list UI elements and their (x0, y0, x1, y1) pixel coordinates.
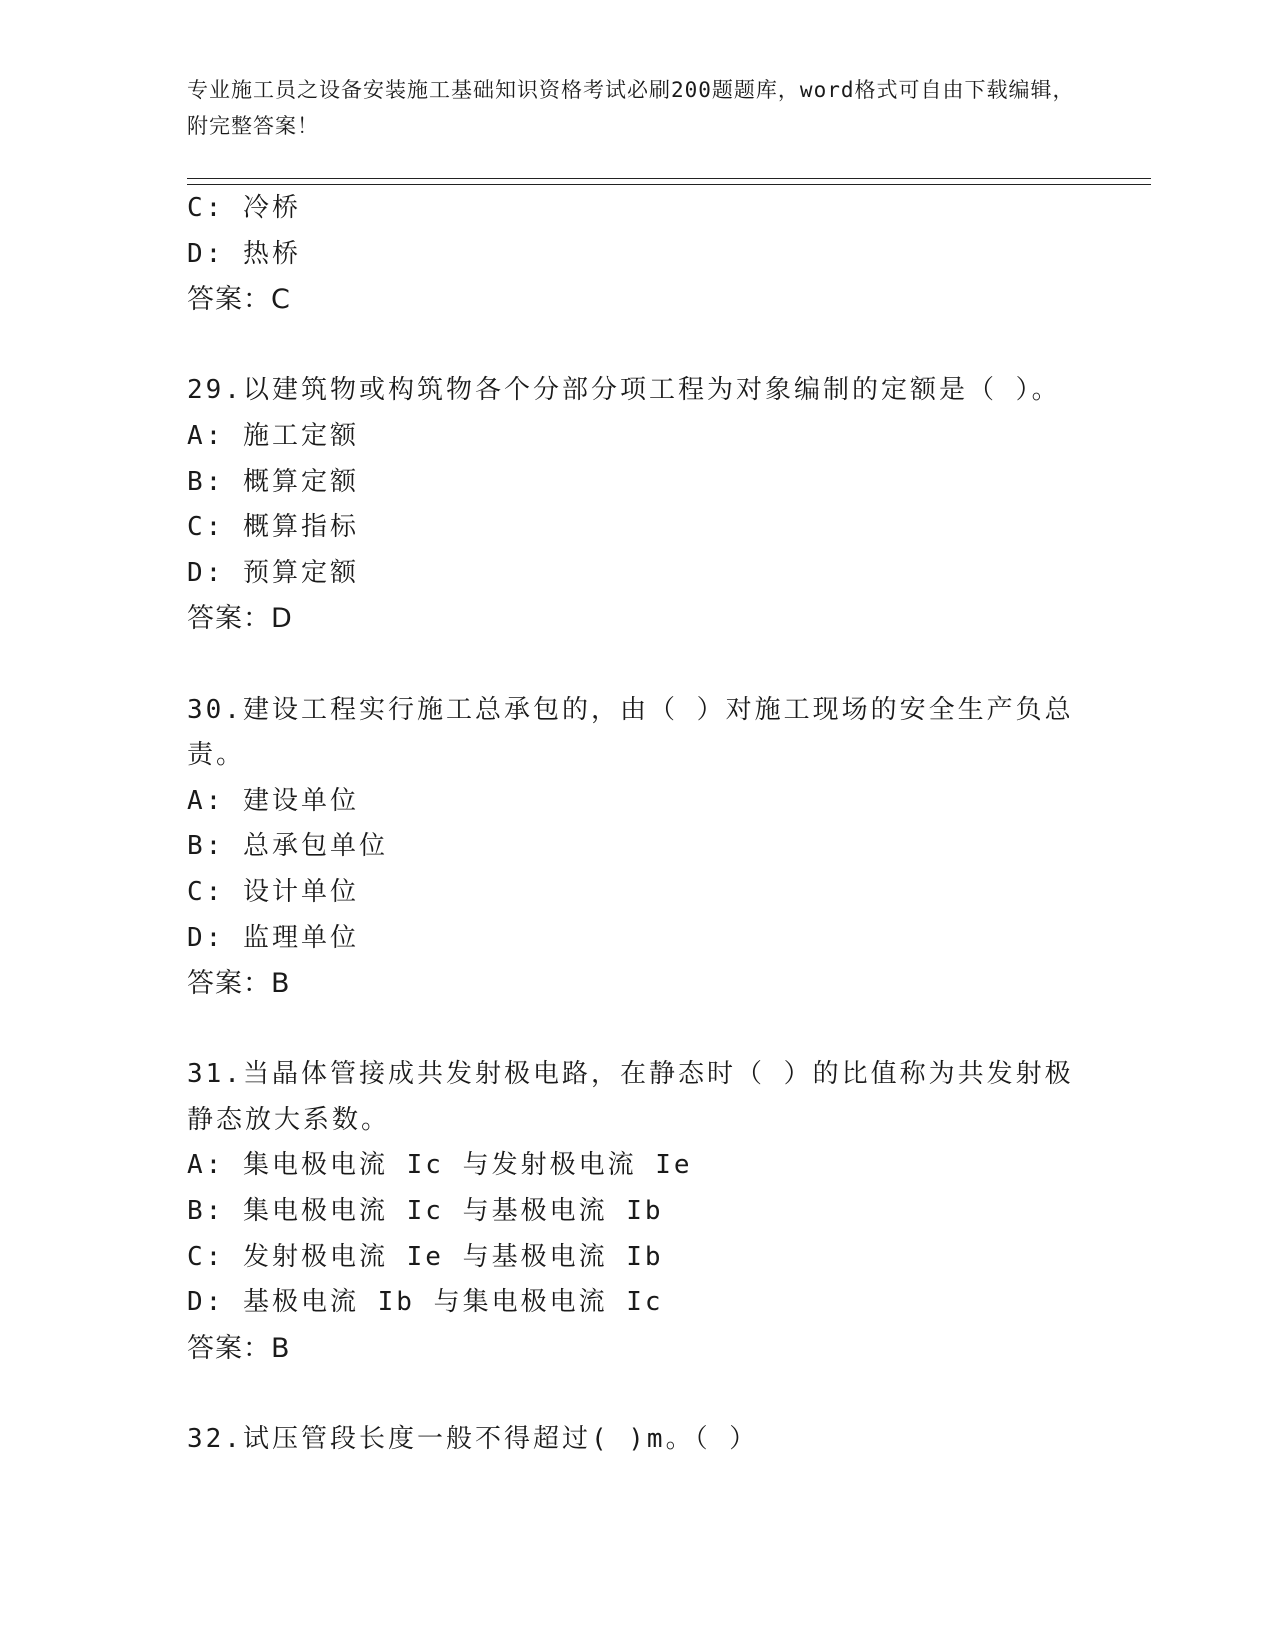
question-text: 30.建设工程实行施工总承包的，由（ ）对施工现场的安全生产负总 (187, 694, 1074, 725)
option-line (187, 824, 1087, 870)
option-text: 总承包单位 (242, 831, 388, 862)
option-text: 建设单位 (242, 785, 359, 816)
question-text-continued: 静态放大系数。 (187, 1104, 391, 1135)
spacer (187, 1007, 1087, 1053)
answer-line: 答案：B (187, 968, 291, 1000)
option-text: 施工定额 (242, 420, 359, 451)
option-label: D: (187, 238, 225, 269)
option-text: 监理单位 (242, 922, 359, 953)
option-label: C: (187, 193, 225, 223)
option-text: 概算指标 (242, 512, 359, 543)
answer-line: 答案：C (187, 284, 291, 316)
option-line (187, 414, 1087, 460)
option-line (187, 1235, 1087, 1281)
question-text: 31.当晶体管接成共发射极电路，在静态时（ ）的比值称为共发射极 (187, 1059, 1074, 1090)
option-line (187, 186, 1087, 232)
spacer (187, 323, 1087, 369)
spacer (187, 1371, 1087, 1417)
header-divider-top (187, 178, 1151, 179)
option-label: D: (187, 1287, 225, 1318)
option-text: 热桥 (242, 238, 301, 269)
option-line (187, 1189, 1087, 1235)
option-text: 集电极电流 Ic 与发射极电流 Ie (242, 1150, 693, 1181)
spacer (187, 642, 1087, 688)
answer-line: 答案：D (187, 603, 293, 635)
option-line (187, 870, 1087, 916)
option-label: C: (187, 512, 225, 543)
option-label: B: (187, 831, 225, 862)
option-text: 概算定额 (242, 466, 359, 497)
option-label: D: (187, 922, 225, 953)
option-line (187, 551, 1087, 597)
option-text: 发射极电流 Ie 与基极电流 Ib (242, 1241, 664, 1272)
question-text-continued: 责。 (187, 740, 246, 771)
option-label: A: (187, 420, 225, 451)
document-header: 专业施工员之设备安装施工基础知识资格考试必刷200题题库，word格式可自由下载编辑，附完整答案！ (187, 78, 1075, 138)
option-label: B: (187, 1196, 225, 1227)
option-label: A: (187, 785, 225, 816)
option-label: A: (187, 1150, 225, 1181)
answer-line: 答案：B (187, 1332, 291, 1364)
option-line (187, 460, 1087, 506)
option-label: D: (187, 557, 225, 588)
option-line (187, 916, 1087, 962)
option-text: 集电极电流 Ic 与基极电流 Ib (242, 1196, 664, 1227)
option-text: 冷桥 (242, 193, 301, 223)
option-line (187, 505, 1087, 551)
option-label: C: (187, 1241, 225, 1272)
question-list (187, 186, 1087, 1463)
option-label: B: (187, 466, 225, 497)
question-text: 29.以建筑物或构筑物各个分部分项工程为对象编制的定额是（ ）。 (187, 375, 1061, 406)
option-label: C: (187, 876, 225, 907)
option-text: 设计单位 (242, 876, 359, 907)
option-line (187, 232, 1087, 278)
question-text: 32.试压管段长度一般不得超过( )m。（ ） (187, 1424, 759, 1455)
option-text: 基极电流 Ib 与集电极电流 Ic (242, 1287, 664, 1318)
option-line (187, 779, 1087, 825)
option-line (187, 1280, 1087, 1326)
option-line (187, 1143, 1087, 1189)
option-text: 预算定额 (242, 557, 359, 588)
header-divider-bottom (187, 184, 1151, 185)
